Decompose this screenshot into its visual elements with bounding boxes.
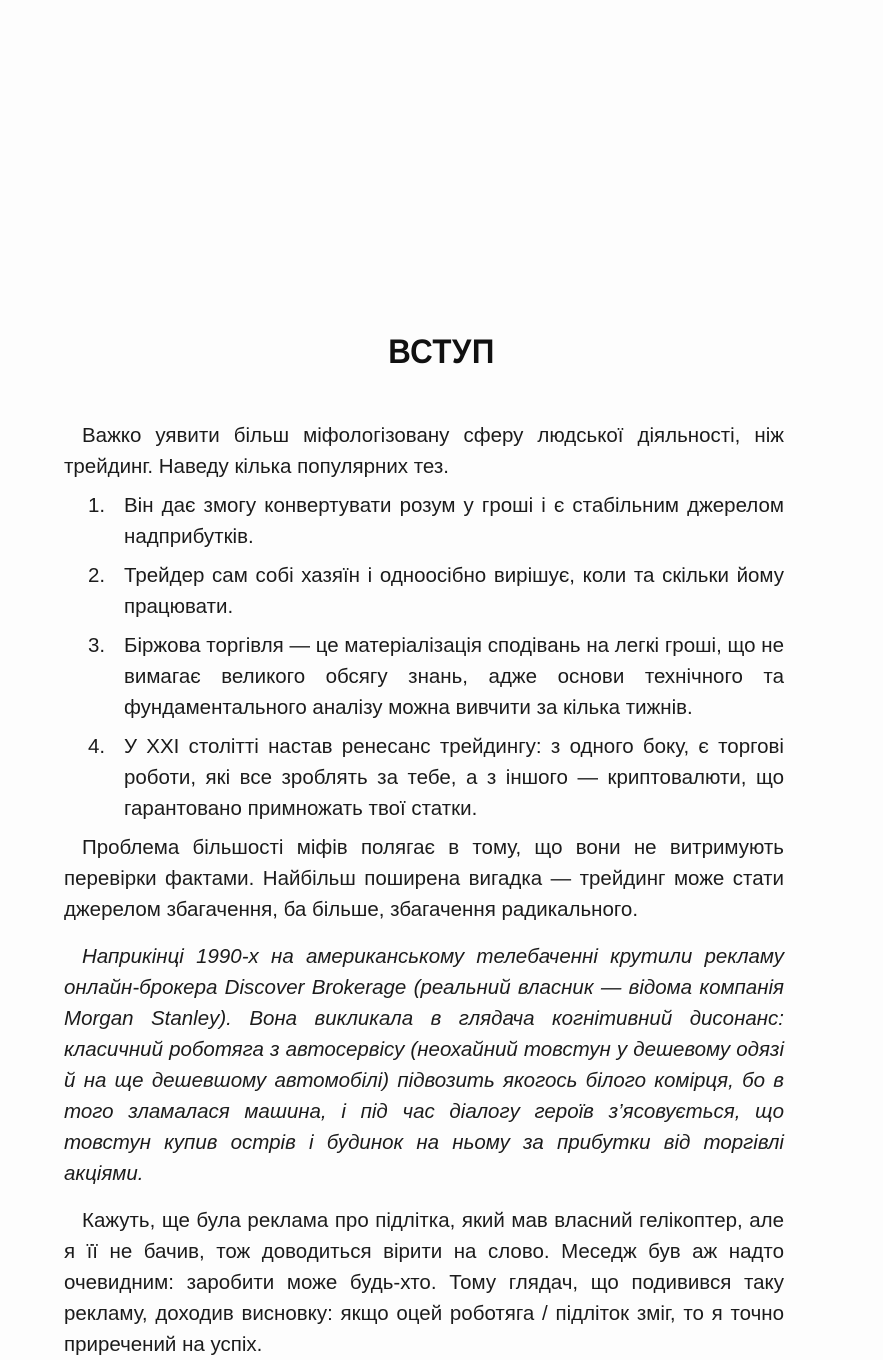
thesis-text: Біржова торгівля — це матеріалізація сподівань на легкі гроші, що не вимагає великого обсягу знань, адже основи технічного та фундаментального аналізу можна вивчити за кілька тижнів. [124,634,784,719]
chapter-title: ВСТУП [388,332,495,371]
thesis-item [64,630,784,723]
thesis-number: 2. [88,564,106,587]
thesis-item [64,560,784,622]
thesis-number: 3. [88,634,106,657]
theses-list [64,490,784,824]
problem-paragraph: Проблема більшості міфів полягає в тому, що вони не витримують перевірки фактами. Найбільш поширена вигадка — трейдинг може стати джерелом збагачення, ба більше, збагачення радикального. [64,836,784,921]
page-body [64,420,784,1360]
thesis-number: 4. [88,735,106,758]
thesis-text: Він дає змогу конвертувати розум у гроші і є стабільним джерелом надприбутків. [124,494,784,548]
final-paragraph: Кажуть, ще була реклама про підлітка, який мав власний гелікоптер, але я її не бачив, тож доводиться вірити на слово. Меседж був аж надто очевидним: заробити може будь-хто. Тому глядач, що подивився таку рекламу, доходив висновку: якщо оцей роботяга / підліток зміг, то я точно приречений на успіх. [64,1209,784,1356]
thesis-item [64,731,784,824]
example-paragraph-italic: Наприкінці 1990-х на американському телебаченні крутили рекламу онлайн-брокера Discover Brokerage (реальний власник — відома компанія Morgan Stanley). Вона викликала в глядача когнітивний дисонанс: класичний роботяга з автосервісу (неохайний товстун у дешевому одязі й на ще дешевшому автомобілі) підвозить якогось білого комірця, бо в того зламалася машина, і під час діалогу героїв з’ясовується, що товстун купив острів і будинок на ньому за прибутки від торгівлі акціями. [64,945,784,1185]
intro-paragraph: Важко уявити більш міфологізовану сферу людської діяльності, ніж трейдинг. Наведу кілька популярних тез. [64,424,784,478]
thesis-number: 1. [88,494,106,517]
thesis-text: У XXI столітті настав ренесанс трейдингу: з одного боку, є торгові роботи, які все зроблять за тебе, а з іншого — криптовалюти, що гарантовано примножать твої статки. [124,735,784,820]
thesis-item [64,490,784,552]
thesis-text: Трейдер сам собі хазяїн і одноосібно вирішує, коли та скільки йому працювати. [124,564,784,618]
